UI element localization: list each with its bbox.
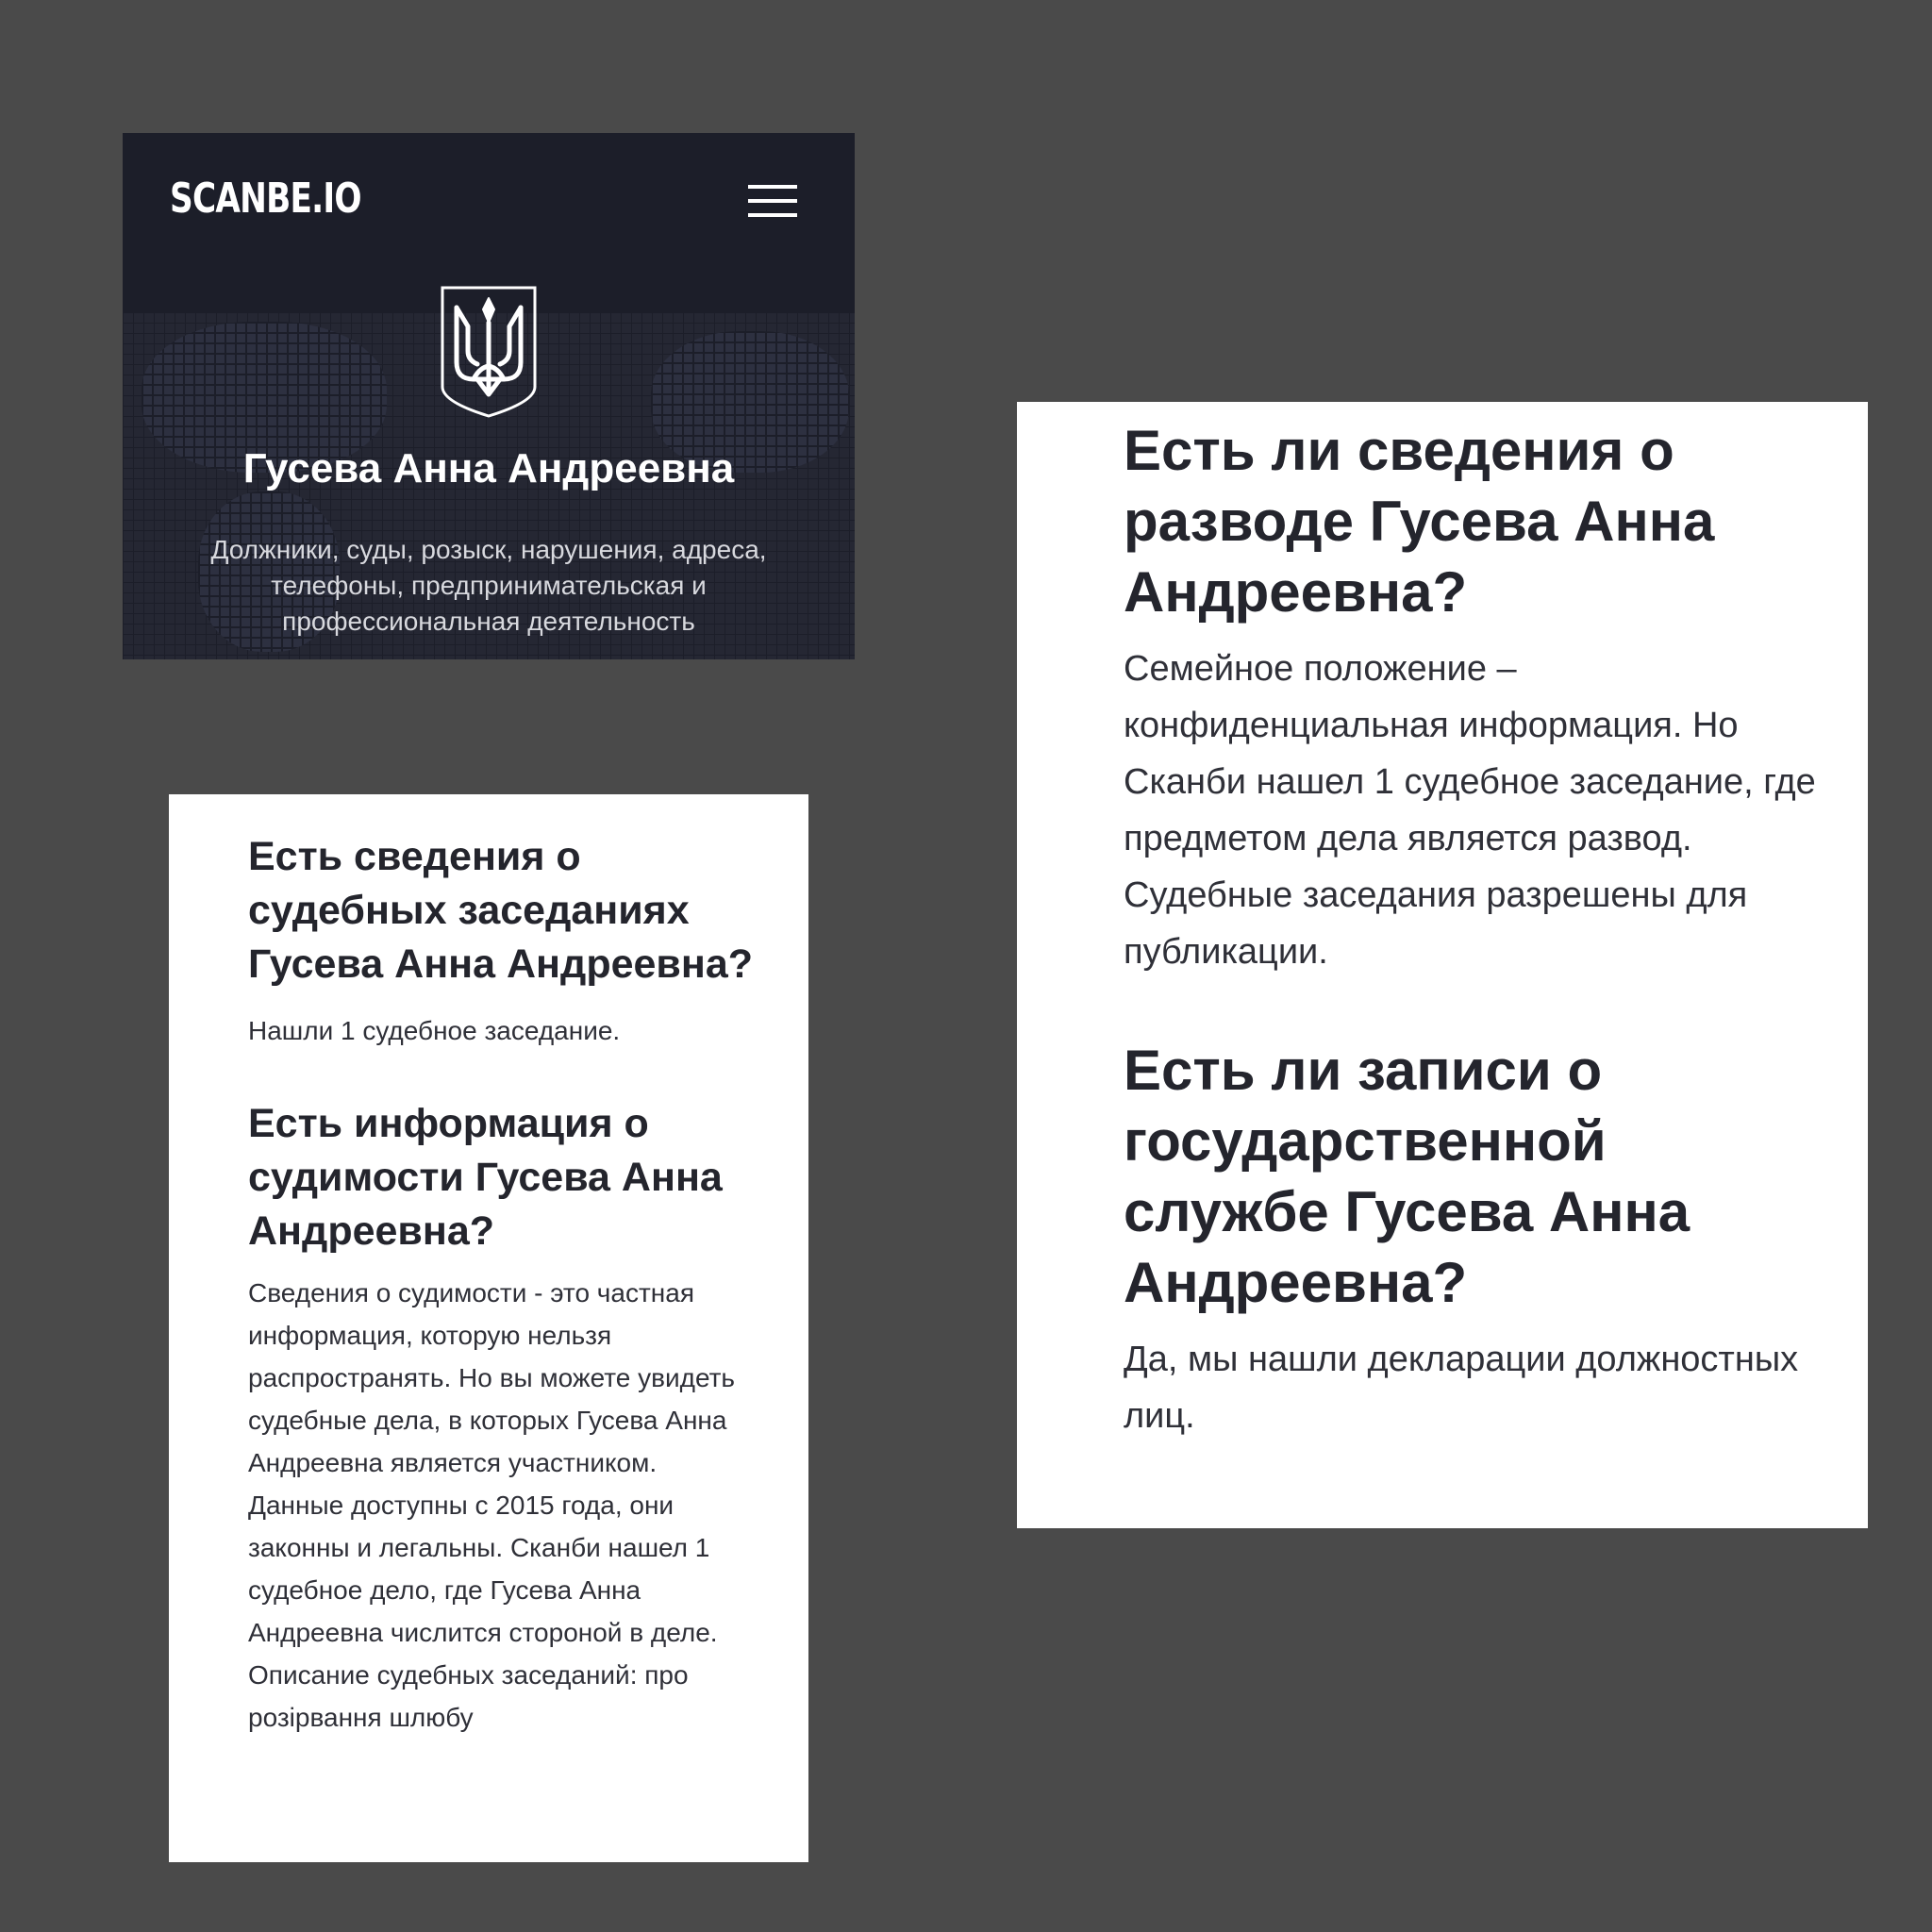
faq-question-divorce: Есть ли сведения о разводе Гусева Анна Андреевна? xyxy=(1124,419,1715,624)
faq-list xyxy=(1124,415,1822,1444)
faq-answer-criminal-record: Сведения о судимости - это частная информация, которую нельзя распространять. Но вы можете увидеть судебные дела, в которых Гусева Анна Андреевна является участником. Данные доступны с 2015 года, они законны и легальны. Сканби нашел 1 судебное дело, где Гусева Анна Андреевна числится стороной в деле. Описание судебных заседаний: про розірвання шлюбу xyxy=(248,1278,736,1732)
faq-answer-court-hearings: Нашли 1 судебное заседание. xyxy=(248,1016,621,1045)
site-logo[interactable]: SCANBE.IO xyxy=(170,175,361,223)
header-banner xyxy=(123,133,855,659)
faq-list xyxy=(248,830,758,1739)
faq-card-left xyxy=(169,794,808,1862)
person-name-heading: Гусева Анна Андреевна xyxy=(242,445,735,491)
faq-question-criminal-record: Есть информация о судимости Гусева Анна Андреевна? xyxy=(248,1101,723,1254)
faq-card-right xyxy=(1017,402,1868,1528)
trident-emblem-icon xyxy=(440,285,538,419)
faq-question-court-hearings: Есть сведения о судебных заседаниях Гусева Анна Андреевна? xyxy=(248,834,754,987)
faq-answer-divorce: Семейное положение – конфиденциальная информация. Но Сканби нашел 1 судебное заседание, где предметом дела является развод. Судебные заседания разрешены для публикации. xyxy=(1124,649,1816,972)
faq-answer-civil-service: Да, мы нашли декларации должностных лиц. xyxy=(1124,1340,1799,1436)
hamburger-menu-icon[interactable] xyxy=(748,182,799,220)
faq-question-civil-service: Есть ли записи о государственной службе Гусева Анна Андреевна? xyxy=(1124,1039,1690,1314)
header-subtitle: Должники, суды, розыск, нарушения, адреса, телефоны, предпринимательская и профессиональная деятельность xyxy=(210,535,767,636)
